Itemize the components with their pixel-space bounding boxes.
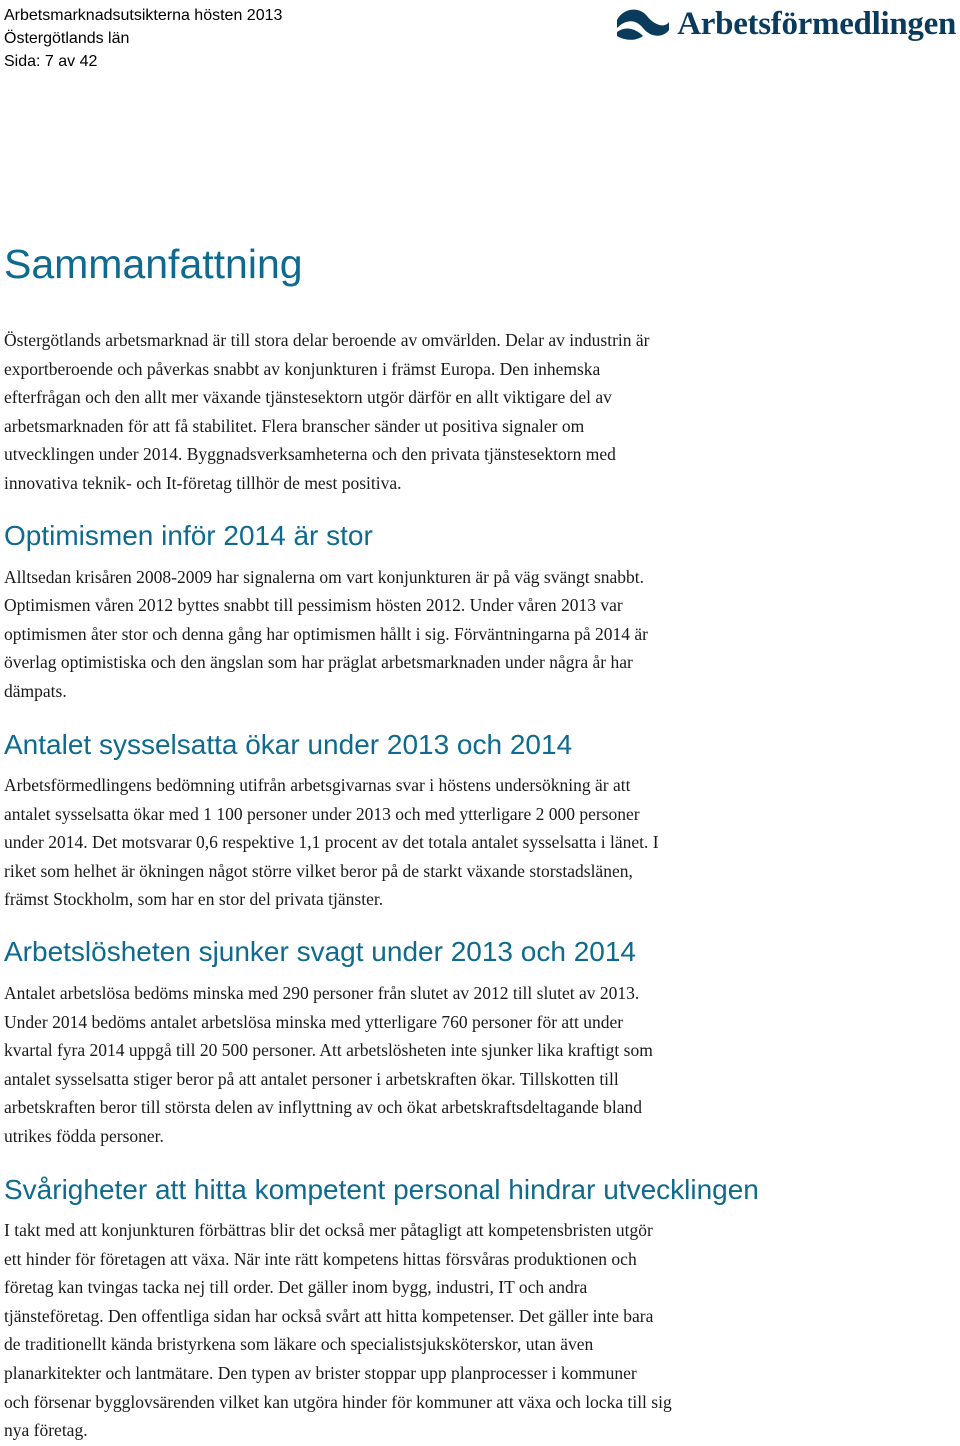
paragraph-line: efterfrågan och den allt mer växande tjänstesektorn utgör därför en allt viktigare del av: [4, 387, 612, 408]
paragraph-line: de traditionellt kända bristyrkena som läkare och specialistsjuksköterskor, utan även: [4, 1334, 594, 1355]
intro-paragraph: [4, 326, 934, 498]
paragraph-line: och försenar bygglovsärenden vilket kan utgöra hinder för kommuner att växa och locka till sig: [4, 1391, 672, 1412]
paragraph-line: planarkitekter och lantmätare. Den typen av brister stoppar upp planprocesser i kommuner: [4, 1362, 637, 1383]
paragraph-line: utvecklingen under 2014. Byggnadsverksamheterna och den privata tjänstesektorn med: [4, 444, 616, 465]
paragraph-line: utrikes födda personer.: [4, 1125, 164, 1146]
paragraph-line: nya företag.: [4, 1420, 88, 1441]
page-title: Sammanfattning: [4, 241, 303, 287]
paragraph-line: antalet sysselsatta stiger beror på att antalet personer i arbetskraften ökar. Tillskotten till: [4, 1068, 619, 1089]
paragraph-line: Östergötlands arbetsmarknad är till stora delar beroende av omvärlden. Delar av industrin är: [4, 330, 650, 350]
paragraph-line: ett hinder för företagen att växa. När inte rätt kompetens hittas försvåras produktionen och: [4, 1248, 637, 1269]
paragraph-line: innovativa teknik- och It-företag tillhör de mest positiva.: [4, 472, 402, 493]
paragraph-line: Alltsedan krisåren 2008-2009 har signalerna om vart konjunkturen är på väg svängt snabbt.: [4, 567, 645, 587]
paragraph-line: under 2014. Det motsvarar 0,6 respektive 1,1 procent av det totala antalet sysselsatta i länet. I: [4, 832, 659, 853]
page-header: [4, 4, 282, 73]
paragraph-line: arbetsmarknaden för att få stabilitet. Flera branscher sänder ut positiva signaler om: [4, 415, 585, 436]
paragraph-line: främst Stockholm, som har en stor del privata tjänster.: [4, 889, 384, 910]
paragraph-line: antalet sysselsatta ökar med 1 100 personer under 2013 och med ytterligare 2 000 personer: [4, 803, 640, 824]
logo-text: Arbetsförmedlingen: [677, 6, 956, 42]
section-paragraph-unemployment: [4, 979, 934, 1151]
paragraph-line: dämpats.: [4, 680, 67, 701]
paragraph-line: Antalet arbetslösa bedöms minska med 290 personer från slutet av 2012 till slutet av 2013.: [4, 983, 640, 1003]
section-paragraph-optimism: [4, 563, 934, 705]
paragraph-line: kvartal fyra 2014 uppgå till 20 500 personer. Att arbetslösheten inte sjunker lika kraftigt som: [4, 1040, 653, 1061]
report-title: Arbetsmarknadsutsikterna hösten 2013: [4, 7, 283, 24]
section-heading-competence: Svårigheter att hitta kompetent personal hindrar utvecklingen: [4, 1174, 759, 1205]
section-paragraph-employment: [4, 771, 934, 914]
region-name: Östergötlands län: [4, 30, 130, 47]
paragraph-line: företag kan tvingas tacka nej till order. Det gäller inom bygg, industri, IT och andra: [4, 1277, 588, 1298]
section-heading-unemployment: Arbetslösheten sjunker svagt under 2013 och 2014: [4, 936, 636, 967]
paragraph-line: I takt med att konjunkturen förbättras blir det också mer påtagligt att kompetensbristen utgör: [4, 1220, 653, 1240]
section-heading-employment: Antalet sysselsatta ökar under 2013 och 2014: [4, 729, 573, 760]
paragraph-line: riket som helhet är ökningen något större vilket beror på de starkt växande storstadslänen,: [4, 860, 633, 881]
paragraph-line: arbetskraften beror till största delen av inflyttning av och ökat arbetskraftsdeltagande bland: [4, 1097, 643, 1118]
paragraph-line: exportberoende och påverkas snabbt av konjunkturen i främst Europa. Den inhemska: [4, 358, 601, 379]
arbetsformedlingen-logo-icon: [615, 4, 671, 44]
paragraph-line: Under 2014 bedöms antalet arbetslösa minska med ytterligare 760 personer för att under: [4, 1011, 624, 1032]
paragraph-line: Optimismen våren 2012 byttes snabbt till pessimism hösten 2012. Under våren 2013 var: [4, 595, 623, 616]
section-heading-optimism: Optimismen inför 2014 är stor: [4, 520, 373, 551]
paragraph-line: optimismen åter stor och denna gång har optimismen hållt i sig. Förväntningarna på 2014 är: [4, 623, 648, 644]
paragraph-line: tjänsteföretag. Den offentliga sidan har också svårt att hitta kompetenser. Det gäller inte bara: [4, 1305, 654, 1326]
page-number: Sida: 7 av 42: [4, 53, 98, 70]
arbetsformedlingen-logo: [615, 4, 956, 44]
section-paragraph-competence: [4, 1216, 934, 1445]
paragraph-line: Arbetsförmedlingens bedömning utifrån arbetsgivarnas svar i höstens undersökning är att: [4, 775, 631, 795]
paragraph-line: överlag optimistiska och den ängslan som har präglat arbetsmarknaden under några år har: [4, 652, 633, 673]
